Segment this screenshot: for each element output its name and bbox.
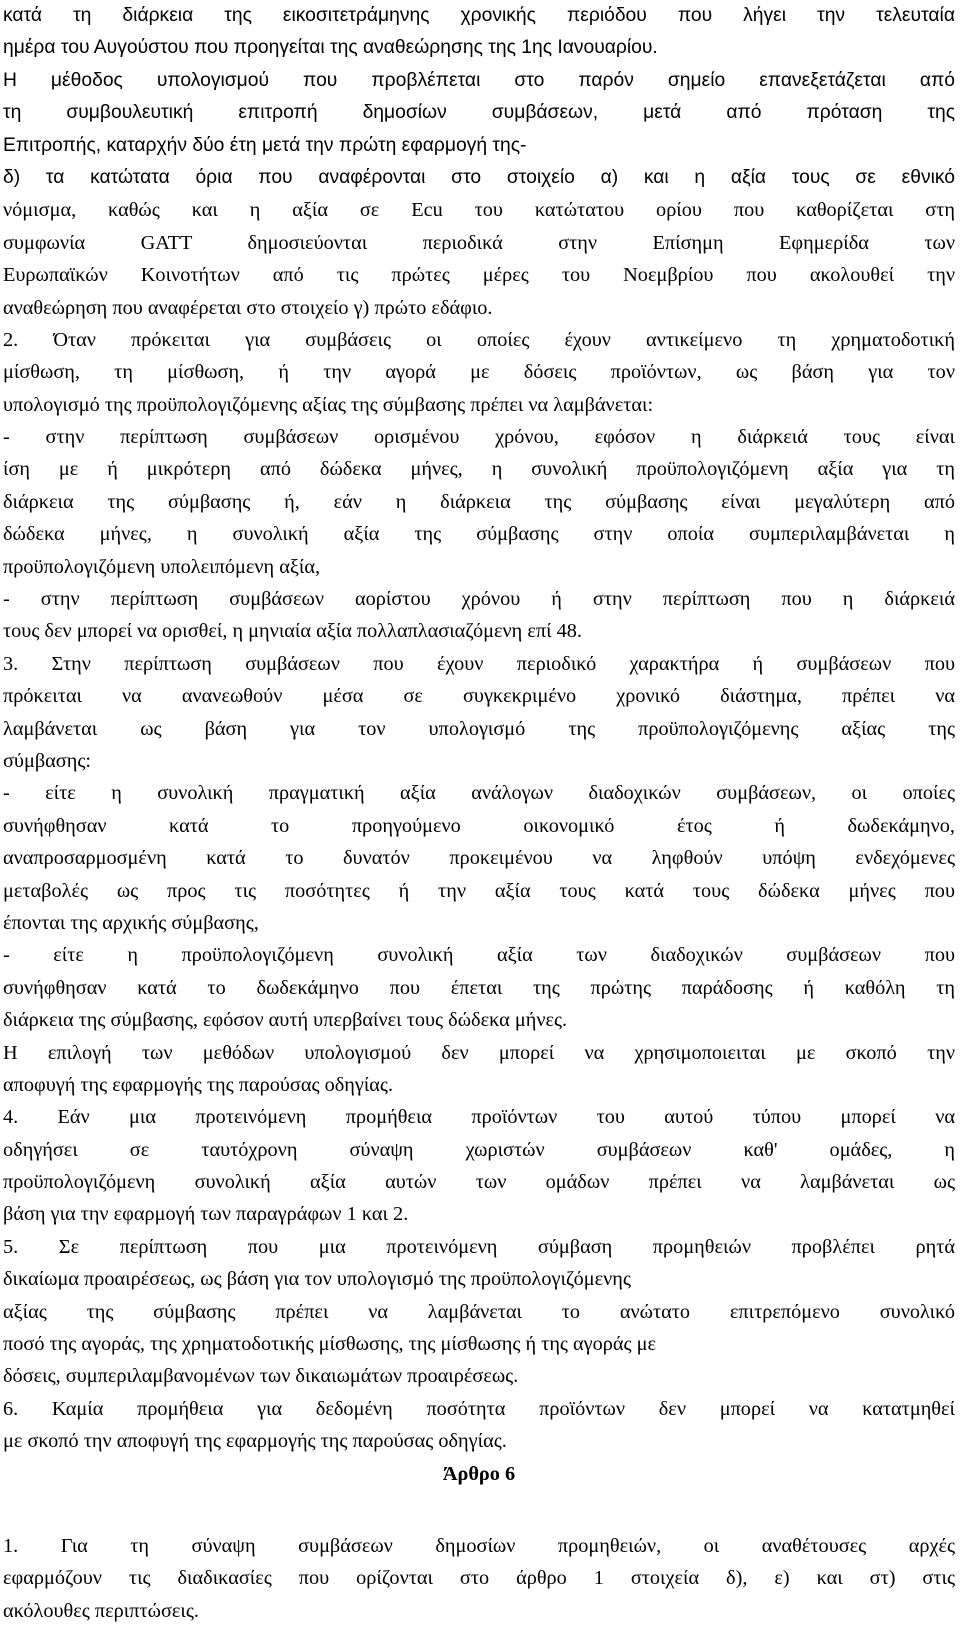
- text-line: δ) τα κατώτατα όρια που αναφέρονται στο στοιχείο α) και η αξία τους σε εθνικό: [3, 166, 955, 188]
- text-line: 4. Εάν μια προτεινόμενη προμήθεια προϊόντων του αυτού τύπου μπορεί να: [3, 1106, 955, 1129]
- text-line: ακόλουθες περιπτώσεις.: [3, 1599, 199, 1622]
- text-line: 2. Όταν πρόκειται για συμβάσεις οι οποίες έχουν αντικείμενο τη χρηματοδοτική: [3, 328, 955, 351]
- text-line: έπονται της αρχικής σύμβασης,: [3, 911, 259, 934]
- text-line: Ευρωπαϊκών Κοινοτήτων από τις πρώτες μέρες του Νοεμβρίου που ακολουθεί την: [3, 264, 955, 287]
- text-line: με σκοπό την αποφυγή της εφαρμογής της παρούσας οδηγίας.: [3, 1430, 507, 1453]
- text-line: ίση με ή μικρότερη από δώδεκα μήνες, η συνολική προϋπολογιζόμενη αξία για τη: [3, 458, 955, 481]
- text-line: αξίας της σύμβασης πρέπει να λαμβάνεται το ανώτατο επιτρεπόμενο συνολικό: [3, 1300, 955, 1323]
- text-line: 1. Για τη σύναψη συμβάσεων δημοσίων προμηθειών, οι αναθέτουσες αρχές: [3, 1534, 955, 1557]
- text-line: μίσθωση, τη μίσθωση, ή την αγορά με δόσεις προϊόντων, ως βάση για τον: [3, 361, 955, 384]
- text-line: - στην περίπτωση συμβάσεων ορισμένου χρόνου, εφόσον η διάρκειά τους είναι: [3, 426, 955, 449]
- text-line: λαμβάνεται ως βάση για τον υπολογισμό της προϋπολογιζόμενης αξίας της: [3, 717, 955, 740]
- text-line: 5. Σε περίπτωση που μια προτεινόμενη σύμβαση προμηθειών προβλέπει ρητά: [3, 1235, 955, 1258]
- article-6-body: [3, 1530, 955, 1627]
- text-line: πρόκειται να ανανεωθούν μέσα σε συγκεκριμένο χρονικό διάστημα, πρέπει να: [3, 685, 955, 708]
- text-line: τη συμβουλευτική επιτροπή δημοσίων συμβάσεων, μετά από πρόταση της: [3, 102, 955, 124]
- text-line: ποσό της αγοράς, της χρηματοδοτικής μίσθωσης, της μίσθωσης ή της αγοράς με: [3, 1333, 657, 1356]
- text-line: δώδεκα μήνες, η συνολική αξία της σύμβασης στην οποία συμπεριλαμβάνεται η: [3, 523, 955, 546]
- text-line: 6. Καμία προμήθεια για δεδομένη ποσότητα προϊόντων δεν μπορεί να κατατμηθεί: [3, 1397, 955, 1420]
- text-line: - είτε η συνολική πραγματική αξία ανάλογων διαδοχικών συμβάσεων, οι οποίες: [3, 782, 955, 805]
- text-line: συνήφθησαν κατά το προηγούμενο οικονομικό έτος ή δωδεκάμηνο,: [3, 814, 955, 837]
- text-line: - στην περίπτωση συμβάσεων αορίστου χρόνου ή στην περίπτωση που η διάρκειά: [3, 588, 955, 611]
- text-line: κατά τη διάρκεια της εικοσιτετράμηνης χρονικής περιόδου που λήγει την τελευταία: [3, 5, 955, 26]
- text-line: αποφυγή της εφαρμογής της παρούσας οδηγίας.: [3, 1073, 394, 1096]
- text-line: Η επιλογή των μεθόδων υπολογισμού δεν μπορεί να χρησιμοποιειται με σκοπό την: [3, 1041, 955, 1064]
- text-line: οδηγήσει σε ταυτόχρονη σύναψη χωριστών συμβάσεων καθ' ομάδες, η: [3, 1138, 955, 1161]
- text-line: υπολογισμό της προϋπολογιζόμενης αξίας της σύμβασης πρέπει να λαμβάνεται:: [3, 393, 654, 416]
- article-heading: Άρθρο 6: [442, 1462, 516, 1485]
- text-line: - είτε η προϋπολογιζόμενη συνολική αξία των διαδοχικών συμβάσεων που: [3, 944, 955, 967]
- text-line: δόσεις, συμπεριλαμβανομένων των δικαιωμάτων προαιρέσεως.: [3, 1365, 519, 1388]
- text-line: τους δεν μπορεί να ορισθεί, η μηνιαία αξία πολλαπλασιαζόμενη επί 48.: [3, 620, 582, 643]
- document-body: [3, 0, 955, 1458]
- text-line: βάση για την εφαρμογή των παραγράφων 1 και 2.: [3, 1203, 409, 1226]
- text-line: προϋπολογιζόμενη συνολική αξία αυτών των ομάδων πρέπει να λαμβάνεται ως: [3, 1171, 955, 1194]
- text-line: συνήφθησαν κατά το δωδεκάμηνο που έπεται της πρώτης παράδοσης ή καθόλη τη: [3, 976, 955, 999]
- text-line: δικαίωμα προαιρέσεως, ως βάση για τον υπολογισμό της προϋπολογιζόμενης: [3, 1268, 631, 1291]
- text-line: συμφωνία GATT δημοσιεύονται περιοδικά στην Επίσημη Εφημερίδα των: [3, 231, 955, 254]
- heading-spacing: [3, 1490, 955, 1530]
- text-line: νόμισμα, καθώς και η αξία σε Ecu του κατώτατου ορίου που καθορίζεται στη: [3, 199, 955, 222]
- text-line: διάρκεια της σύμβασης ή, εάν η διάρκεια της σύμβασης είναι μεγαλύτερη από: [3, 490, 955, 513]
- text-line: αναθεώρηση που αναφέρεται στο στοιχείο γ) πρώτο εδάφιο.: [3, 296, 493, 319]
- text-line: 3. Στην περίπτωση συμβάσεων που έχουν περιοδικό χαρακτήρα ή συμβάσεων που: [3, 652, 955, 675]
- text-line: αναπροσαρμοσμένη κατά το δυνατόν προκειμένου να ληφθούν υπόψη ενδεχόμενες: [3, 847, 955, 870]
- text-line: σύμβασης:: [3, 749, 91, 772]
- text-line: διάρκεια της σύμβασης, εφόσον αυτή υπερβαίνει τους δώδεκα μήνες.: [3, 1009, 568, 1032]
- text-line: Η μέθοδος υπολογισμού που προβλέπεται στο παρόν σημείο επανεξετάζεται από: [3, 69, 955, 91]
- text-line: Επιτροπής, καταρχήν δύο έτη μετά την πρώτη εφαρμογή της-: [3, 134, 527, 156]
- text-line: ημέρα του Αυγούστου που προηγείται της αναθεώρησης της 1ης Ιανουαρίου.: [3, 37, 658, 59]
- text-line: μεταβολές ως προς τις ποσότητες ή την αξία τους κατά τους δώδεκα μήνες που: [3, 879, 955, 902]
- text-line: εφαρμόζουν τις διαδικασίες που ορίζονται στο άρθρο 1 στοιχεία δ), ε) και στ) στις: [3, 1567, 955, 1590]
- text-line: προϋπολογιζόμενη υπολειπόμενη αξία,: [3, 555, 321, 578]
